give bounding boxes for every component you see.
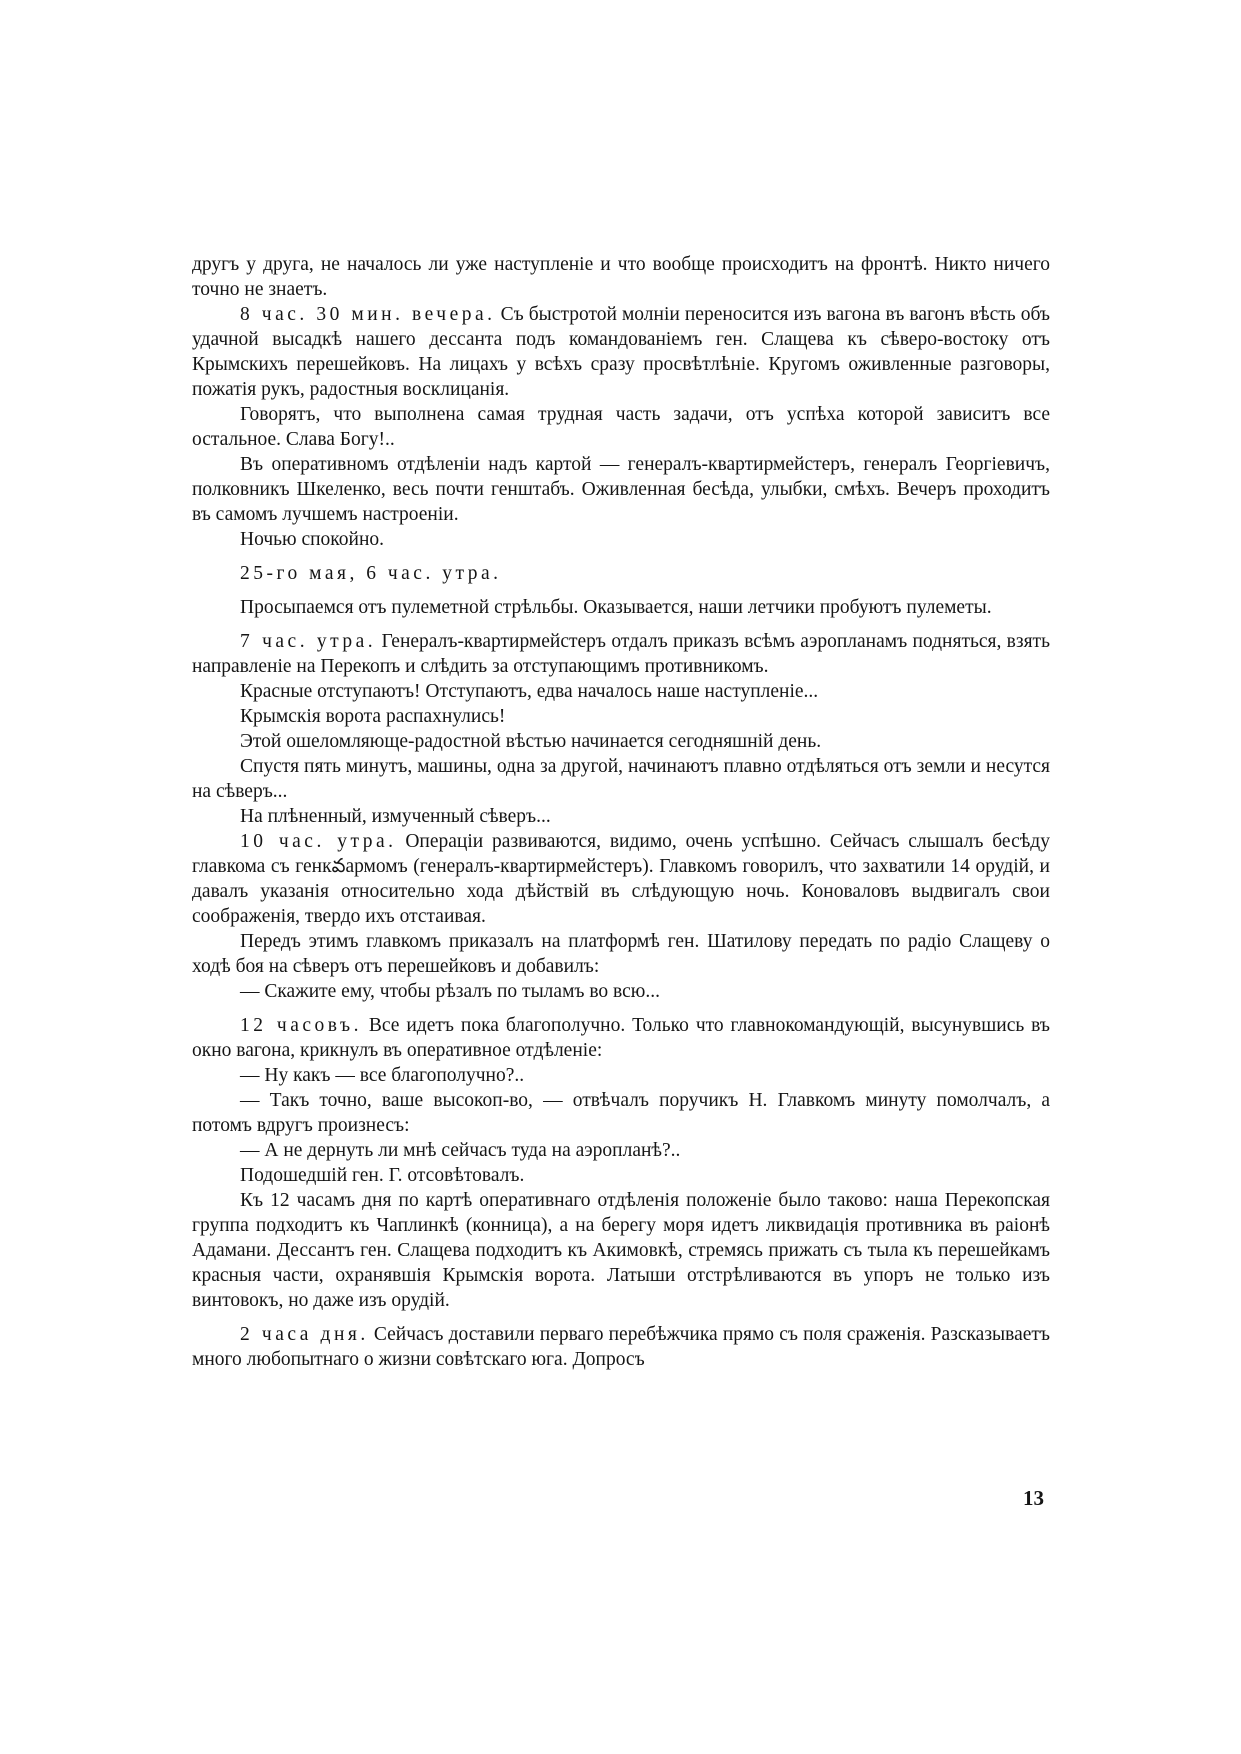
body-22: Къ 12 часамъ дня по картѣ оперативнаго отдѣленія положеніе было таково: наша Перекопская группа подходитъ къ Чаплинкѣ (конница), а на берегу моря идетъ ликвидація противника въ раіонѣ Адамани. Дессантъ ген. Слащева подходитъ къ Акимовкѣ, стремясь прижать съ тыла къ перешейкамъ красныя части, охранявшія Крымскія ворота. Латыши отстрѣливаются въ упоръ не только изъ винтовокъ, но даже изъ орудій. (192, 1190, 1050, 1311)
body-9: Красные отступаютъ! Отступаютъ, едва началось наше наступленіе... (240, 681, 819, 702)
body-13: На плѣненный, измученный сѣверъ... (240, 806, 551, 827)
paragraph-3 (192, 402, 1050, 452)
lead-2: 8 час. 30 мин. вечера. (240, 304, 496, 325)
book-page (192, 252, 1050, 1712)
paragraph-9 (192, 679, 1050, 704)
paragraph-23 (192, 1322, 1050, 1372)
body-19: — Такъ точно, ваше высокоп-во, — отвѣчалъ поручикъ Н. Главкомъ минуту помолчалъ, а потомъ вдругъ произнесъ: (192, 1090, 1050, 1136)
paragraph-21 (192, 1163, 1050, 1188)
paragraph-14 (192, 829, 1050, 929)
paragraph-19 (192, 1088, 1050, 1138)
paragraph-7 (192, 595, 1050, 620)
paragraph-8 (192, 629, 1050, 679)
body-12: Спустя пять минутъ, машины, одна за другой, начинаютъ плавно отдѣляться отъ земли и несутся на сѣверъ... (192, 756, 1050, 802)
lead-17: 12 часовъ. (240, 1015, 362, 1036)
body-17: Все идетъ пока благополучно. Только что главнокомандующій, высунувшись въ окно вагона, крикнулъ въ оперативное отдѣленіе: (192, 1015, 1050, 1061)
body-18: — Ну какъ — все благополучно?.. (240, 1065, 525, 1086)
page-number: 13 (1023, 1486, 1044, 1510)
body-8: Генералъ-квартирмейстеръ отдалъ приказъ всѣмъ аэропланамъ подняться, взять направленіе на Перекопъ и слѣдить за отступающимъ противникомъ. (192, 631, 1050, 677)
paragraph-12 (192, 754, 1050, 804)
lead-6: 25-го мая, 6 час. утра. (240, 563, 502, 584)
paragraph-5 (192, 527, 1050, 552)
paragraph-18 (192, 1063, 1050, 1088)
paragraph-16 (192, 979, 1050, 1004)
body-11: Этой ошеломляюще-радостной вѣстью начинается сегодняшній день. (240, 731, 822, 752)
paragraph-1 (192, 252, 1050, 302)
paragraph-6 (192, 561, 1050, 586)
paragraph-15 (192, 929, 1050, 979)
paragraph-2 (192, 302, 1050, 402)
body-16: — Скажите ему, чтобы рѣзалъ по тыламъ во всю... (240, 981, 661, 1002)
body-3: Говорятъ, что выполнена самая трудная часть задачи, отъ успѣха которой зависитъ все остальное. Слава Богу!.. (192, 404, 1050, 450)
body-10: Крымскія ворота распахнулись! (240, 706, 506, 727)
paragraph-17 (192, 1013, 1050, 1063)
body-1: другъ у друга, не началось ли уже наступленіе и что вообще происходитъ на фронтѣ. Никто ничего точно не знаетъ. (192, 254, 1050, 300)
paragraph-4 (192, 452, 1050, 527)
body-14: Операціи развиваются, видимо, очень успѣшно. Сейчасъ слышалъ бесѣду главкома съ генкవармомъ (генералъ-квартирмейстеръ). Главкомъ говорилъ, что захватили 14 орудій, и давалъ указанія относительно хода дѣйствій въ слѣдующую ночь. Коноваловъ выдвигалъ свои соображенія, твердо ихъ отстаивая. (192, 831, 1050, 927)
lead-23: 2 часа дня. (240, 1324, 369, 1345)
body-4: Въ оперативномъ отдѣленіи надъ картой — генералъ-квартирмейстеръ, генералъ Георгіевичъ, полковникъ Шкеленко, весь почти генштабъ. Оживленная бесѣда, улыбки, смѣхъ. Вечеръ проходитъ въ самомъ лучшемъ настроеніи. (192, 454, 1050, 525)
body-2: Съ быстротой молніи переносится изъ вагона въ вагонъ вѣсть объ удачной высадкѣ нашего дессанта подъ командованіемъ ген. Слащева къ сѣверо-востоку отъ Крымскихъ перешейковъ. На лицахъ у всѣхъ сразу просвѣтлѣніе. Кругомъ оживленные разговоры, пожатія рукъ, радостныя восклицанія. (192, 304, 1050, 400)
body-7: Просыпаемся отъ пулеметной стрѣльбы. Оказывается, наши летчики пробуютъ пулеметы. (240, 597, 992, 618)
page-text (192, 252, 1050, 1372)
lead-8: 7 час. утра. (240, 631, 377, 652)
paragraph-10 (192, 704, 1050, 729)
lead-14: 10 час. утра. (240, 831, 397, 852)
body-15: Передъ этимъ главкомъ приказалъ на платформѣ ген. Шатилову передать по радіо Слащеву о ходѣ боя на сѣверъ отъ перешейковъ и добавилъ: (192, 931, 1050, 977)
body-20: — А не дернуть ли мнѣ сейчасъ туда на аэропланѣ?.. (240, 1140, 681, 1161)
paragraph-20 (192, 1138, 1050, 1163)
body-5: Ночью спокойно. (240, 529, 385, 550)
paragraph-13 (192, 804, 1050, 829)
body-21: Подошедшій ген. Г. отсовѣтовалъ. (240, 1165, 525, 1186)
paragraph-11 (192, 729, 1050, 754)
paragraph-22 (192, 1188, 1050, 1313)
body-23: Сейчасъ доставили перваго перебѣжчика прямо съ поля сраженія. Разсказываетъ много любопытнаго о жизни совѣтскаго юга. Допросъ (192, 1324, 1050, 1370)
